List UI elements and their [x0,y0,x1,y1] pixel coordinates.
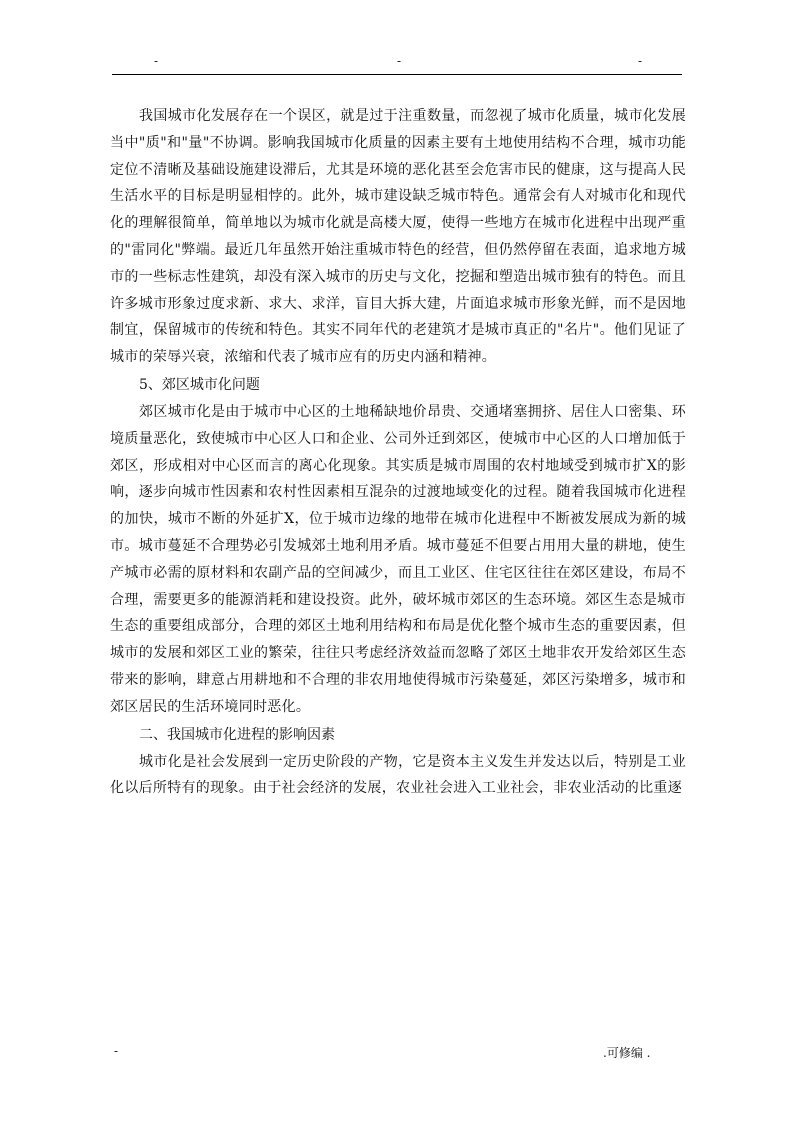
header-middle-mark: - [397,54,402,68]
paragraph-urbanization-definition: 城市化是社会发展到一定历史阶段的产物，它是资本主义发生并发达以后，特别是工业化以后所特有的现象。由于社会经济的发展，农业社会进入工业社会，非农业活动的比重逐 [110,753,686,797]
document-body [110,103,686,802]
header-right-mark: - [638,54,643,68]
header-left-mark: - [154,54,159,68]
paragraph-suburban-urbanization: 郊区城市化是由于城市中心区的土地稀缺地价昂贵、交通堵塞拥挤、居住人口密集、环境质量恶化，致使城市中心区人口和企业、公司外迁到郊区，使城市中心区的人口增加低于郊区，形成相对中心区而言的离心化现象。其实质是城市周围的农村地域受到城市扩X的影响，逐步向城市性因素和农村性因素相互混杂的过渡地域变化的过程。随着我国城市化进程的加快，城市不断的外延扩X，位于城市边缘的地带在城市化进程中不断被发展成为新的城市。城市蔓延不合理势必引发城郊土地利用矛盾。城市蔓延不但要占用用大量的耕地，使生产城市必需的原材料和农副产品的空间减少，而且工业区、住宅区往往在郊区建设，布局不合理，需要更多的能源消耗和建设投资。此外，破坏城市郊区的生态环境。郊区生态是城市生态的重要组成部分，合理的郊区土地利用结构和布局是优化整个城市生态的重要因素，但城市的发展和郊区工业的繁荣，往往只考虑经济效益而忽略了郊区土地非农开发给郊区生态带来的影响，肆意占用耕地和不合理的非农用地使得城市污染蔓延，郊区污染增多，城市和郊区居民的生活环境同时恶化。 [110,403,686,715]
section-heading-factors: 二、我国城市化进程的影响因素 [139,726,335,743]
section-heading-suburban: 5、郊区城市化问题 [139,376,260,393]
header-rule [112,74,682,75]
paragraph-urbanization-quality: 我国城市化发展存在一个误区，就是过于注重数量，而忽视了城市化质量，城市化发展当中"质"和"量"不协调。影响我国城市化质量的因素主要有土地使用结构不合理，城市功能定位不清晰及基础设施建设滞后，尤其是环境的恶化甚至会危害市民的健康，这与提高人民生活水平的目标是明显相悖的。此外，城市建设缺乏城市特色。通常会有人对城市化和现代化的理解很简单，简单地以为城市化就是高楼大厦，使得一些地方在城市化进程中出现严重的"雷同化"弊端。最近几年虽然开始注重城市特色的经营，但仍然停留在表面，追求地方城市的一些标志性建筑，却没有深入城市的历史与文化，挖掘和塑造出城市独有的特色。而且许多城市形象过度求新、求大、求洋，盲目大拆大建，片面追求城市形象光鲜，而不是因地制宜，保留城市的传统和特色。其实不同年代的老建筑才是城市真正的"名片"。他们见证了城市的荣辱兴衰，浓缩和代表了城市应有的历史内涵和精神。 [110,108,686,366]
footer-editable-note: .可修编 . [603,1046,651,1060]
footer-left-mark: - [114,1044,119,1058]
